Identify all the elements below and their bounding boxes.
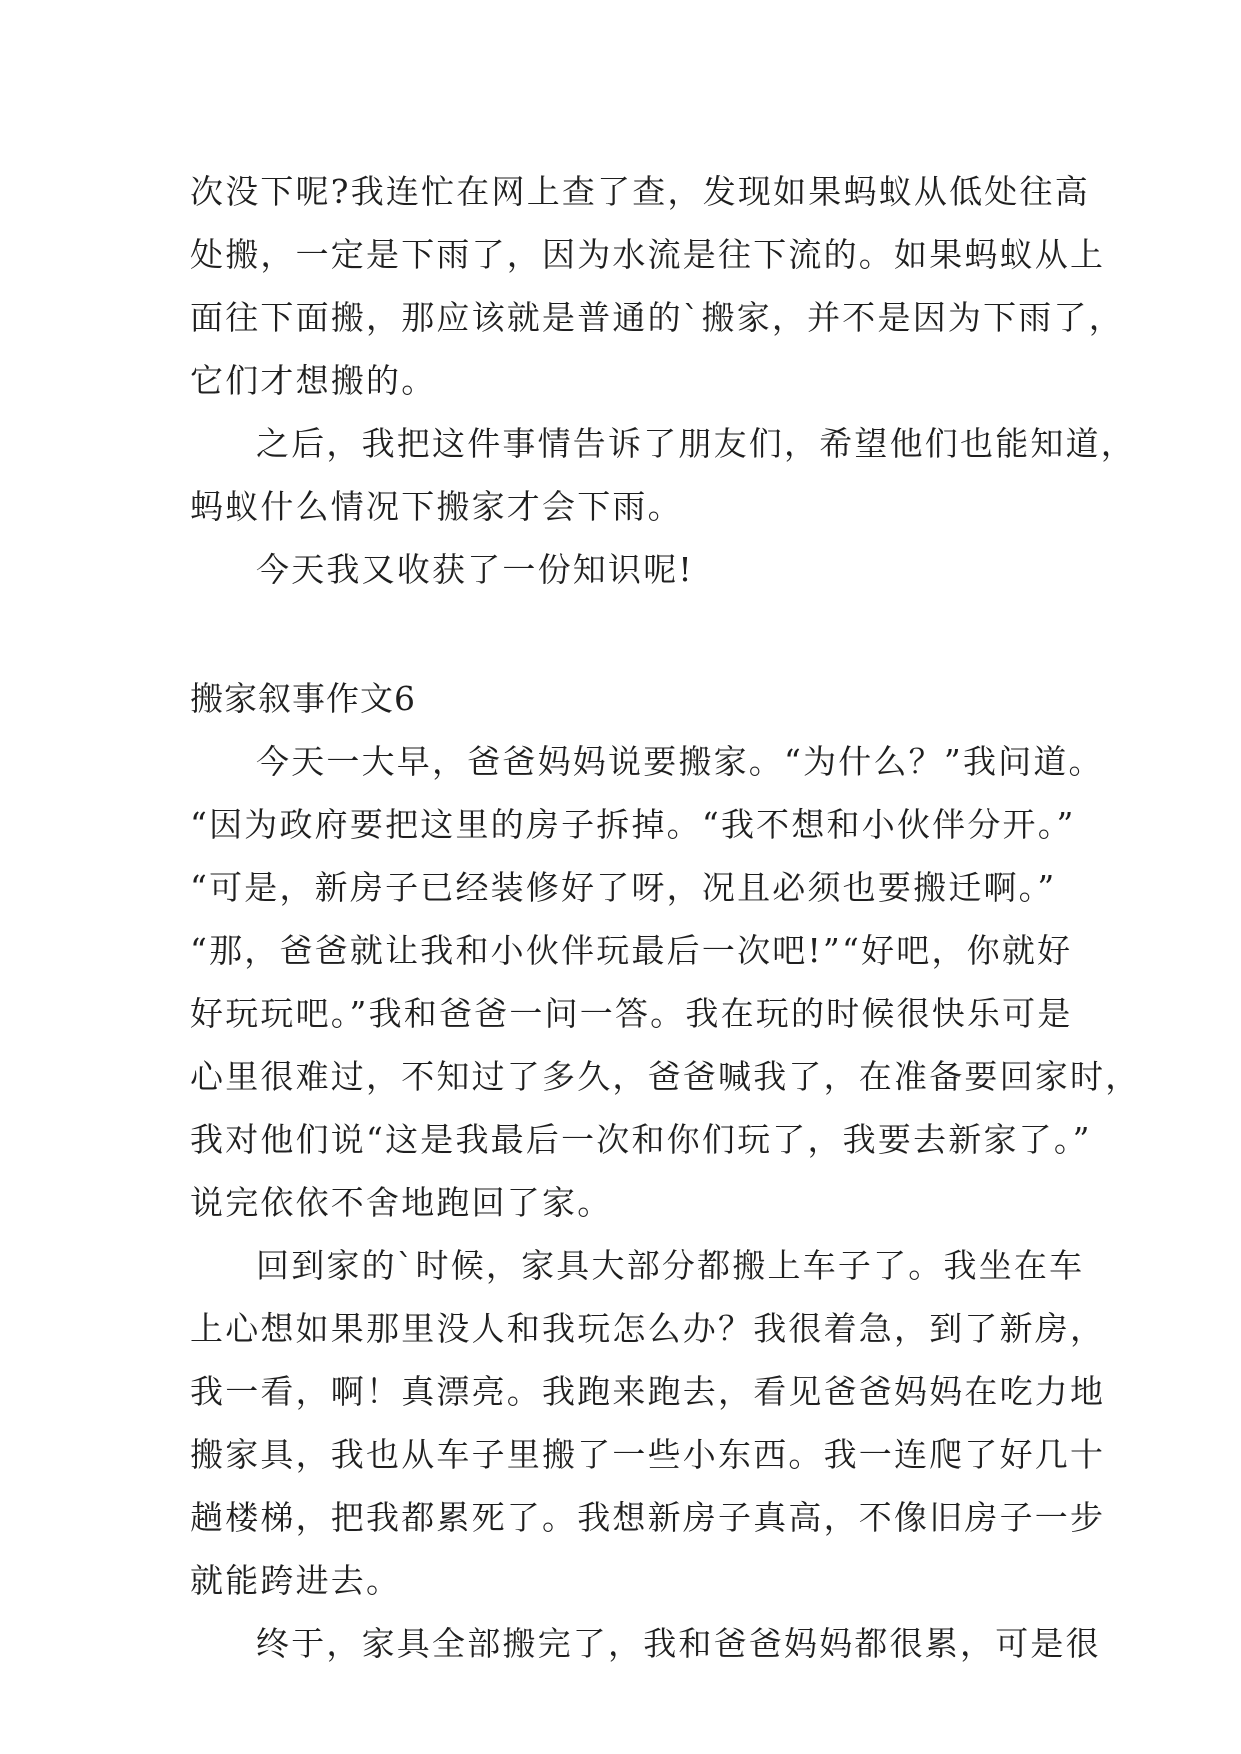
text-line: 上心想如果那里没人和我玩怎么办？我很着急，到了新房， <box>190 1309 1106 1348</box>
text-line: 次没下呢?我连忙在网上查了查，发现如果蚂蚁从低处往高 <box>190 172 1090 211</box>
text-line: 它们才想搬的。 <box>190 361 437 400</box>
text-line: 回到家的`时候，家具大部分都搬上车子了。我坐在车 <box>256 1246 1085 1285</box>
text-line: 我一看，啊！真漂亮。我跑来跑去，看见爸爸妈妈在吃力地 <box>190 1372 1106 1411</box>
text-line: 说完依依不舍地跑回了家。 <box>190 1183 613 1222</box>
text-line: 之后，我把这件事情告诉了朋友们，希望他们也能知道， <box>256 424 1136 463</box>
text-line: 今天一大早，爸爸妈妈说要搬家。“为什么？”我问道。 <box>256 742 1104 781</box>
text-line: 搬家具，我也从车子里搬了一些小东西。我一连爬了好几十 <box>190 1435 1106 1474</box>
paragraph <box>190 412 1136 538</box>
document-body <box>190 160 1141 1675</box>
text-line: 面往下面搬，那应该就是普通的`搬家，并不是因为下雨了， <box>190 298 1124 337</box>
text-line: “那，爸爸就让我和小伙伴玩最后一次吧!”“好吧，你就好 <box>190 931 1073 970</box>
text-line: 我对他们说“这是我最后一次和你们玩了，我要去新家了。” <box>190 1120 1092 1159</box>
paragraph <box>190 1612 1101 1675</box>
text-line: “可是，新房子已经装修好了呀，况且必须也要搬迁啊。” <box>190 868 1057 907</box>
text-line: 处搬，一定是下雨了，因为水流是往下流的。如果蚂蚁从上 <box>190 235 1106 274</box>
text-line: 蚂蚁什么情况下搬家才会下雨。 <box>190 487 683 526</box>
text-line: “因为政府要把这里的房子拆掉。“我不想和小伙伴分开。” <box>190 805 1076 844</box>
text-line: 就能跨进去。 <box>190 1561 402 1600</box>
paragraph <box>190 538 1090 601</box>
text-line: 终于，家具全部搬完了，我和爸爸妈妈都很累，可是很 <box>256 1624 1101 1663</box>
text-line: 趟楼梯，把我都累死了。我想新房子真高，不像旧房子一步 <box>190 1498 1106 1537</box>
paragraph-continued <box>190 160 1124 412</box>
paragraph <box>190 1234 1106 1612</box>
text-line: 今天我又收获了一份知识呢! <box>256 550 694 589</box>
section-heading: 搬家叙事作文6 <box>190 679 416 718</box>
text-line: 好玩玩吧。”我和爸爸一问一答。我在玩的时候很快乐可是 <box>190 994 1073 1033</box>
text-line: 心里很难过，不知过了多久，爸爸喊我了，在准备要回家时， <box>190 1057 1141 1096</box>
paragraph <box>190 730 1141 1234</box>
